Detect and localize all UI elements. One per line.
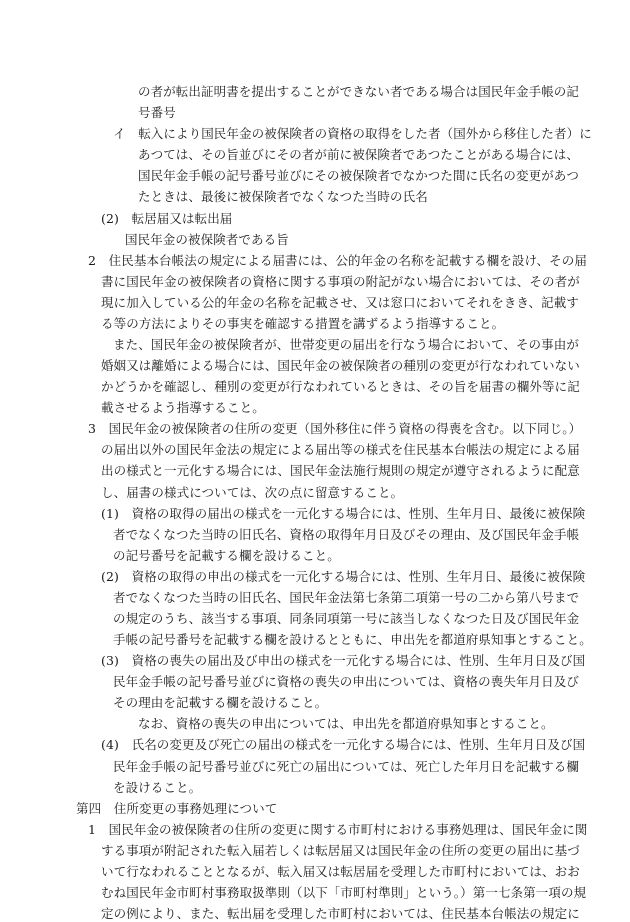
text-line: むね国民年金市町村事務取扱準則（以下「市町村準則」という。）第一七条第一項の規 [101,884,587,900]
text-line: 手帳の記号番号を記載する欄を設けるとともに、申出先を都道府県知事とすること。 [113,632,592,647]
text-line: の届出以外の国民年金法の規定による届出等の様式を住民基本台帳法の規定による届 [101,442,580,458]
text-line: 書に国民年金の被保険者の資格に関する事項の附記がない場合においては、その者が [101,273,580,289]
text-line: する事項が附記された転入届若しくは転居届又は国民年金の住所の変更の届出に基づ [101,842,580,858]
text-line: の規定のうち、該当する事項、同条同項第一号に該当しなくなつた日及び国民年金 [113,610,580,626]
text-line: 1 国民年金の被保険者の住所の変更に関する市町村における事務処理は、国民年金に関 [88,821,588,837]
text-line: また、国民年金の被保険者が、世帯変更の届出を行なう場合において、その事由が [113,336,579,352]
section-heading: 第四 住所変更の事務処理について [76,800,278,816]
text-line: いて行なわれることとなるが、転入届又は転居届を受理した市町村においては、おお [101,863,580,879]
text-line: 婚姻又は離婚による場合には、国民年金の被保険者の種別の変更が行なわれていない [101,358,580,373]
text-line: 民年金手帳の記号番号並びに死亡の届出については、死亡した年月日を記載する欄 [113,758,579,774]
text-line: 載させるよう指導すること。 [101,400,265,416]
text-line: 現に加入している公的年金の名称を記載させ、又は窓口においてそれをきき、記載す [101,294,579,310]
text-line: (1) 資格の取得の届出の様式を一元化する場合には、性別、生年月日、最後に被保険 [101,505,586,521]
text-line: 3 国民年金の被保険者の住所の変更（国外移住に伴う資格の得喪を含む。以下同じ。） [88,421,582,437]
text-line: たときは、最後に被保険者でなくなつた当時の氏名 [138,189,428,205]
text-line: 定の例により、また、転出届を受理した市町村においては、住民基本台帳法の規定に [101,906,580,921]
text-line: 2 住民基本台帳法の規定による届書には、公的年金の名称を記載する欄を設け、その届 [88,252,587,268]
text-line: 国民年金手帳の記号番号並びにその被保険者でなかつた間に氏名の変更があつ [138,168,580,184]
text-line: 民年金手帳の記号番号並びに資格の喪失の申出については、資格の喪失年月日及び [113,674,579,690]
text-line: 者でなくなつた当時の旧氏名、国民年金法第七条第二項第一号の二から第八号まで [113,589,580,605]
text-line: 出の様式と一元化する場合には、国民年金法施行規則の規定が遵守されるように配意 [101,463,580,479]
text-line: (4) 氏名の変更及び死亡の届出の様式を一元化する場合には、性別、生年月日及び国 [101,737,586,753]
text-line: 者でなくなつた当時の旧氏名、資格の取得年月日及びその理由、及び国民年金手帳 [113,526,580,542]
text-line: (3) 資格の喪失の届出及び申出の様式を一元化する場合には、性別、生年月日及び国 [101,653,586,669]
text-line: の者が転出証明書を提出することができない者である場合は国民年金手帳の記 [138,84,580,99]
text-line: を設けること。 [113,779,202,795]
text-line: なお、資格の喪失の申出については、申出先を都道府県知事とすること。 [138,716,554,732]
text-line: る等の方法によりその事実を確認する措置を講ずるよう指導すること。 [101,315,505,331]
text-line: あつては、その旨並びにその者が前に被保険者であつたことがある場合には、 [138,147,580,163]
text-line: イ 転入により国民年金の被保険者の資格の取得をした者（国外から移住した者）に [113,126,592,142]
text-line: (2) 資格の取得の申出の様式を一元化する場合には、性別、生年月日、最後に被保険 [101,568,586,584]
text-line: し、届書の様式については、次の点に留意すること。 [101,484,404,500]
text-line: その理由を記載する欄を設けること。 [113,695,328,711]
text-line: 国民年金の被保険者である旨 [125,231,289,247]
text-line: 号番号 [138,105,176,121]
text-line: の記号番号を記載する欄を設けること。 [113,547,340,563]
section-heading: (2) 転居届又は転出届 [101,210,233,226]
text-line: かどうかを確認し、種別の変更が行なわれているときは、その旨を届書の欄外等に記 [101,379,580,395]
